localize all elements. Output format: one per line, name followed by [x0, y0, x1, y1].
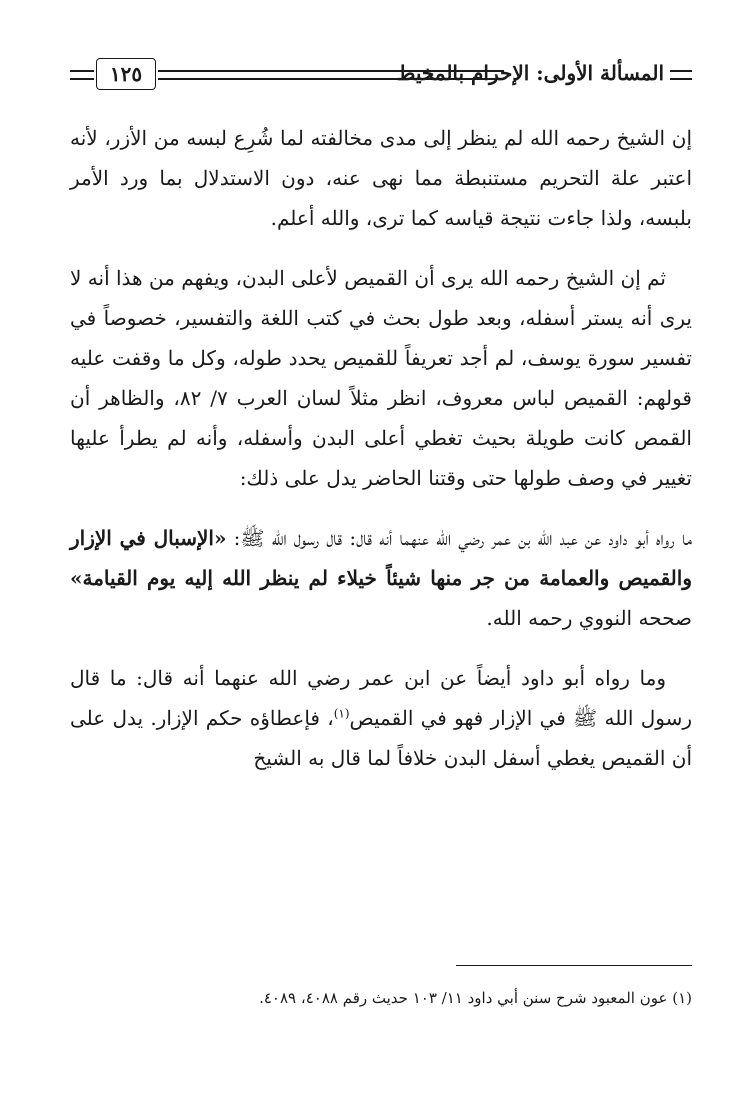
- paragraph-4-text: وما رواه أبو داود أيضاً عن ابن عمر رضي الله عنهما أنه قال: ما قال رسول الله ﷺ في الإزار فهو في القميص: [70, 666, 692, 730]
- footnote-marker: (١): [672, 989, 692, 1007]
- paragraph-2-text: ثم إن الشيخ رحمه الله يرى أن القميص لأعلى البدن، ويفهم من هذا أنه لا يرى أنه يستر أسفله، وبعد طول بحث في كتب اللغة والتفسير، خصوصاً في تفسير سورة يوسف، لم أجد تعريفاً للقميص يحدد طوله، وكل ما وقفت عليه قولهم: القميص لباس معروف، انظر مثلاً لسان العرب ٧/ ٨٢، والظاهر أن القمص كانت طويلة بحيث تغطي أعلى البدن وأسفله، وأنه لم يطرأ عليها تغيير في وصف طولها حتى وقتنا الحاضر يدل على ذلك:: [70, 266, 692, 490]
- footnote-separator: [456, 965, 692, 966]
- page-number: ١٢٥: [96, 58, 156, 90]
- running-title: المسألة الأولى: الإحرام بالمخيط: [396, 61, 664, 85]
- paragraph-2: [70, 258, 692, 498]
- paragraph-4-tail: ، فإعطاؤه حكم الإزار. يدل على أن القميص يغطي أسفل البدن خلافاً لما قال به الشيخ: [70, 706, 692, 770]
- paragraph-1: [70, 118, 692, 238]
- header-rule-right: [670, 70, 692, 80]
- paragraph-3-text: ما رواه أبو داود عن عبد الله بن عمر رضي الله عنهما أنه قال: قال رسول الله ﷺ:: [226, 526, 692, 550]
- header-rule-left: [70, 70, 94, 80]
- footnote-reference[interactable]: (١): [333, 706, 350, 721]
- paragraph-4: [70, 658, 692, 778]
- hadith-quote: «الإسبال في الإزار والقميص والعمامة من جر منها شيئاً خيلاء لم ينظر الله إليه يوم القيامة»: [70, 526, 692, 590]
- footnote: [70, 986, 692, 1010]
- paragraph-1-text: إن الشيخ رحمه الله لم ينظر إلى مدى مخالفته لما شُرِع لبسه من الأزر، لأنه اعتبر علة التحريم مستنبطة مما نهى عنه، دون الاستدلال بما ورد الأمر بلبسه، ولذا جاءت نتيجة قياسه كما ترى، والله أعلم.: [70, 126, 693, 230]
- page-header: [70, 56, 692, 94]
- footnote-text: عون المعبود شرح سنن أبي داود ١١/ ١٠٣ حديث رقم ٤٠٨٨، ٤٠٨٩.: [259, 989, 668, 1007]
- paragraph-3: [70, 518, 692, 638]
- paragraph-3-tail: صححه النووي رحمه الله.: [486, 606, 692, 630]
- main-text: [70, 118, 692, 798]
